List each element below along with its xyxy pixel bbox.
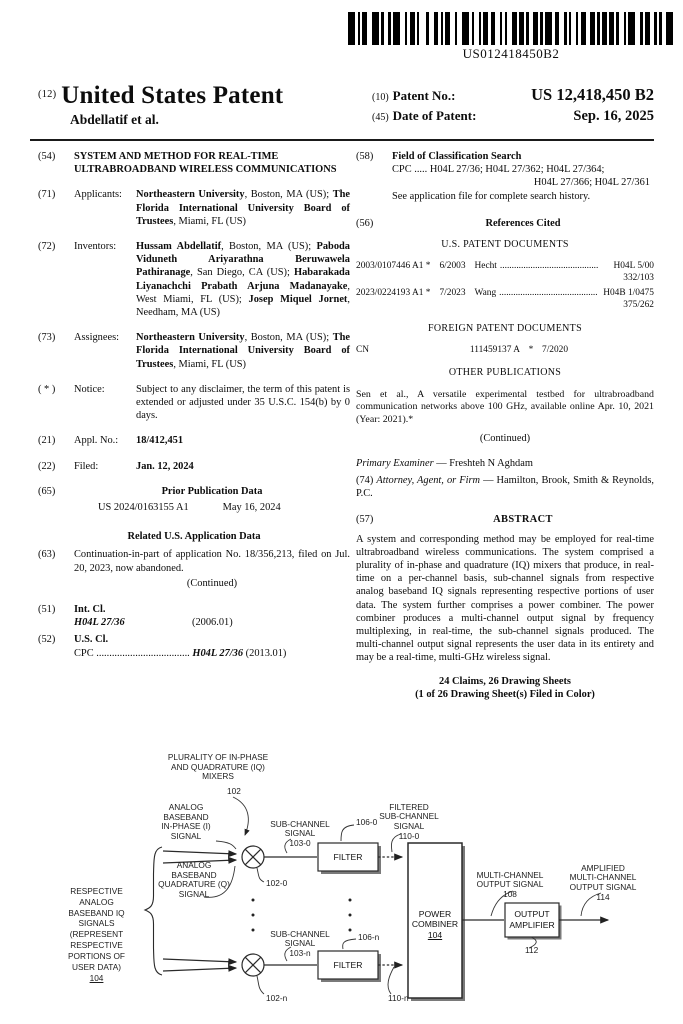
inventors-value: Hussam Abdellatif, Boston, MA (US); Paboda Viduneth Ariyarathna Beruwawela Pathiranage, San Diego, CA (US); Habarakada Liyanachchi Prabath Arjuna Madanayake, West Miami, FL (US); Josep Miquel Jornet, Needham, MA (US) [136, 241, 351, 319]
publication-date: May 16, 2024 [222, 502, 281, 514]
kind-code-tag: (12) [38, 89, 57, 100]
citation-leader-dots: .......................................... [499, 260, 599, 271]
notice-label: Notice: [74, 383, 105, 395]
section-54-title: (54) SYSTEM AND METHOD FOR REAL-TIME ULTRABROADBAND WIRELESS COMMUNICATIONS [38, 150, 350, 176]
continued-note: (Continued) [479, 432, 531, 444]
label-multi-channel-output: MULTI-CHANNEL OUTPUT SIGNAL 108 [463, 861, 557, 910]
citation-date: 7/2023 [439, 287, 466, 298]
section-73-assignees: (73) Assignees: Northeastern University, Boston, MA (US); The Florida International University Board of Trustees, Miami, FL (US) [38, 332, 351, 370]
label-respective-iq-signals: RESPECTIVE ANALOG BASEBAND IQ SIGNALS (REPRESENT RESPECTIVE PORTIONS OF USER DATA) 104 [48, 875, 145, 994]
label-sub-channel-signal-n: SUB-CHANNEL SIGNAL 103-n [260, 920, 340, 969]
label-sub-channel-signal-0: SUB-CHANNEL SIGNAL 103-0 [260, 810, 340, 859]
leader-102-n [257, 976, 264, 994]
figure-1-diagram [0, 748, 683, 1024]
us-patent-documents-heading: U.S. PATENT DOCUMENTS [441, 239, 569, 251]
us-cl-cpc-line: CPC .................................... H04L 27/36 (2013.01) [74, 647, 287, 659]
inventors-label: Inventors: [74, 241, 117, 253]
int-cl-row [74, 616, 350, 629]
foreign-patent-documents-heading: FOREIGN PATENT DOCUMENTS [428, 323, 582, 335]
field-search-cpc-line2: H04L 27/366; H04L 27/361 [533, 177, 650, 189]
appl-no-label: Appl. No.: [74, 435, 119, 447]
citation-pub-number: 2003/0107446 A1 * [356, 260, 431, 271]
leader-110-n [388, 967, 394, 994]
primary-examiner-line: Primary Examiner — Freshteh N Aghdam [356, 457, 533, 469]
citation-row [356, 288, 654, 312]
leader-102 [233, 797, 248, 835]
foreign-number: 111459137 A [469, 345, 520, 356]
ref-102-0: 102-0 [266, 878, 288, 888]
citation-class: H04L 5/00 [613, 260, 654, 271]
assignees-value: Northeastern University, Boston, MA (US); The Florida International University Board of Trustees, Miami, FL (US) [136, 332, 351, 370]
leader-102-0 [257, 868, 264, 882]
ref-114: 114 [596, 891, 610, 902]
patent-date-row [372, 108, 654, 125]
ref-103-n: 103-n [289, 948, 311, 959]
left-column [38, 150, 350, 672]
int-cl-code: H04L 27/36 [74, 617, 125, 629]
claims-summary [356, 675, 654, 702]
ref-103-0: 103-0 [289, 838, 311, 849]
leader-analog-i [216, 841, 236, 849]
other-publications-heading: OTHER PUBLICATIONS [448, 367, 562, 379]
right-column [356, 150, 654, 702]
int-cl-year: (2006.01) [192, 617, 233, 629]
section-58-field-search: (58) Field of Classification Search CPC ..... H04L 27/36; H04L 27/362; H04L 27/364; H04L 27/366; H04L 27/361 See application file for complete search history. [356, 150, 654, 203]
filed-value: Jan. 12, 2024 [136, 460, 194, 472]
ref-106-n: 106-n [358, 932, 380, 942]
label-analog-baseband-q: ANALOG BASEBAND QUADRATURE (Q) SIGNAL [158, 860, 230, 900]
section-63-continuation: (63) Continuation-in-part of application No. 18/356,213, filed on Jul. 20, 2023, now abandoned. (Continued) [38, 549, 350, 589]
citation-name: Wang [474, 287, 497, 298]
patent-no-label: (10) Patent No.: [372, 88, 456, 103]
foreign-country: CN [356, 345, 370, 356]
power-combiner-label: POWER COMBINER 104 [408, 898, 462, 952]
page-title-text: United States Patent [61, 82, 284, 109]
abstract-heading: ABSTRACT [493, 514, 553, 526]
date-of-patent-value: Sep. 16, 2025 [573, 108, 654, 124]
publication-number: US 2024/0163155 A1 [98, 502, 189, 514]
citation-row [356, 261, 654, 285]
color-sheet-note: (1 of 26 Drawing Sheet(s) Filed in Color) [415, 689, 595, 701]
continuation-text: Continuation-in-part of application No. 18/356,213, filed on Jul. 20, 2023, now abandoned. [74, 549, 350, 574]
leader-106-0 [341, 825, 354, 841]
label-iq-mixers: PLURALITY OF IN-PHASE AND QUADRATURE (IQ) MIXERS [167, 752, 269, 782]
label-amplified-output: AMPLIFIED MULTI-CHANNEL OUTPUT SIGNAL 114 [550, 854, 656, 912]
section-52-us-cl: (52) U.S. Cl. CPC .................................... H04L 27/36 (2013.01) [38, 633, 350, 659]
label-filtered-sub-channel: FILTERED SUB-CHANNEL SIGNAL 110-0 [368, 793, 450, 851]
section-56-references: (56) References Cited [356, 217, 654, 230]
foreign-star: * [528, 345, 534, 356]
citation-class-cont: 375/262 [623, 299, 654, 310]
ref-108: 108 [503, 889, 517, 900]
us-cl-heading: U.S. Cl. [74, 634, 109, 646]
ref-110-0: 110-0 [398, 830, 420, 841]
leader-106-n [343, 939, 356, 949]
patent-no-value: US 12,418,450 B2 [531, 85, 654, 104]
inventor-name-line: Abdellatif et al. [70, 112, 159, 127]
ref-106-0: 106-0 [356, 817, 378, 827]
citation-class: H04B 1/0475 [603, 287, 654, 298]
foreign-date: 7/2020 [542, 345, 569, 356]
references-cited-heading: References Cited [485, 217, 561, 229]
claims-line: 24 Claims, 26 Drawing Sheets [439, 675, 571, 687]
prior-publication-heading: Prior Publication Data [161, 485, 263, 497]
notice-text: Subject to any disclaimer, the term of this patent is extended or adjusted under 35 U.S.C. 154(b) by 0 days. [136, 383, 350, 422]
citation-leader-dots: .......................................... [499, 287, 598, 298]
ref-110-n: 110-n [388, 993, 409, 1003]
header-divider [30, 139, 654, 141]
other-publication-text: Sen et al., A versatile experimental testbed for ultrabroadband communication networks above 100 GHz, available online Apr. 10, 2021 (Year: 2021).* [356, 388, 654, 425]
header-right [372, 85, 654, 128]
attorney-line: (74) Attorney, Agent, or Firm — Hamilton, Brook, Smith & Reynolds, P.C. [356, 474, 654, 500]
section-57-abstract: (57) ABSTRACT [356, 513, 654, 526]
field-search-note: See application file for complete search history. [392, 190, 591, 202]
barcode-text: US012418450B2 [462, 46, 560, 61]
section-71-applicants: (71) Applicants: Northeastern University, Boston, MA (US); The Florida International University Board of Trustees, Miami, FL (US) [38, 189, 351, 227]
filed-label: Filed: [74, 460, 99, 472]
int-cl-heading: Int. Cl. [74, 604, 106, 616]
continued-note: (Continued) [186, 577, 238, 589]
ref-112: 112 [525, 945, 539, 955]
section-21-appl-no: (21) Appl. No.: 18/412,451 [38, 434, 350, 447]
appl-no-value: 18/412,451 [136, 435, 184, 447]
citation-name: Hecht [474, 260, 497, 271]
prior-publication-row [74, 501, 350, 514]
assignees-label: Assignees: [74, 332, 120, 344]
citation-class-cont: 332/103 [623, 272, 654, 283]
applicants-label: Applicants: [74, 189, 122, 201]
field-search-cpc-line1: CPC ..... H04L 27/36; H04L 27/362; H04L 27/364; [392, 164, 605, 176]
section-51-int-cl: (51) Int. Cl. H04L 27/36 (2006.01) [38, 603, 350, 629]
label-analog-baseband-i: ANALOG BASEBAND IN-PHASE (I) SIGNAL [161, 802, 211, 842]
applicants-value: Northeastern University, Boston, MA (US); The Florida International University Board of Trustees, Miami, FL (US) [136, 189, 351, 227]
ref-102-n: 102-n [266, 993, 288, 1003]
ref-104-left: 104 [89, 972, 104, 983]
section-notice: ( * ) Notice: Subject to any disclaimer, the term of this patent is extended or adjusted under 35 U.S.C. 154(b) by 0 days. [38, 383, 350, 422]
barcode [348, 12, 674, 45]
filter-label: FILTER [333, 960, 363, 970]
section-65-prior-publication: (65) Prior Publication Data US 2024/0163155 A1 May 16, 2024 [38, 485, 350, 514]
foreign-citation-row [356, 345, 654, 357]
ref-102: 102 [227, 786, 241, 796]
ref-104-power-combiner: 104 [427, 930, 443, 941]
filter-label: FILTER [333, 852, 363, 862]
patent-number-row [372, 85, 654, 105]
invention-title: SYSTEM AND METHOD FOR REAL-TIME ULTRABROADBAND WIRELESS COMMUNICATIONS [74, 151, 337, 176]
related-data-heading: Related U.S. Application Data [127, 531, 261, 543]
abstract-text: A system and corresponding method may be employed for real-time ultrabroadband wireless communications. The system comprised a plurality of in-phase and quadrature (IQ) mixers that produce, in real-time on a per-channel basis, sub-channel signals from respective analog baseband IQ signals representing respective portions of user data. The system further comprises a power combiner. The power combiner produces a multi-channel output signal by frequency multiplexing, in real-time, the sub-channel signals produced. The multi-channel output signal represents the user data in its entirety and may be a real-time, multi-GHz wireless signal. [356, 533, 654, 664]
citation-pub-number: 2023/0224193 A1 * [356, 287, 431, 298]
output-amplifier-label: OUTPUT AMPLIFIER [509, 909, 555, 930]
section-72-inventors: (72) Inventors: Hussam Abdellatif, Boston, MA (US); Paboda Viduneth Ariyarathna Beruwawela Pathiranage, San Diego, CA (US); Habarakada Liyanachchi Prabath Arjuna Madanayake, West Miami, FL (US); Josep Miquel Jornet, Needham, MA (US) [38, 241, 351, 319]
section-22-filed: (22) Filed: Jan. 12, 2024 [38, 460, 350, 473]
date-of-patent-label: (45) Date of Patent: [372, 108, 477, 123]
page-title [38, 82, 283, 110]
citation-date: 6/2003 [439, 260, 466, 271]
field-search-heading: Field of Classification Search [392, 151, 522, 162]
